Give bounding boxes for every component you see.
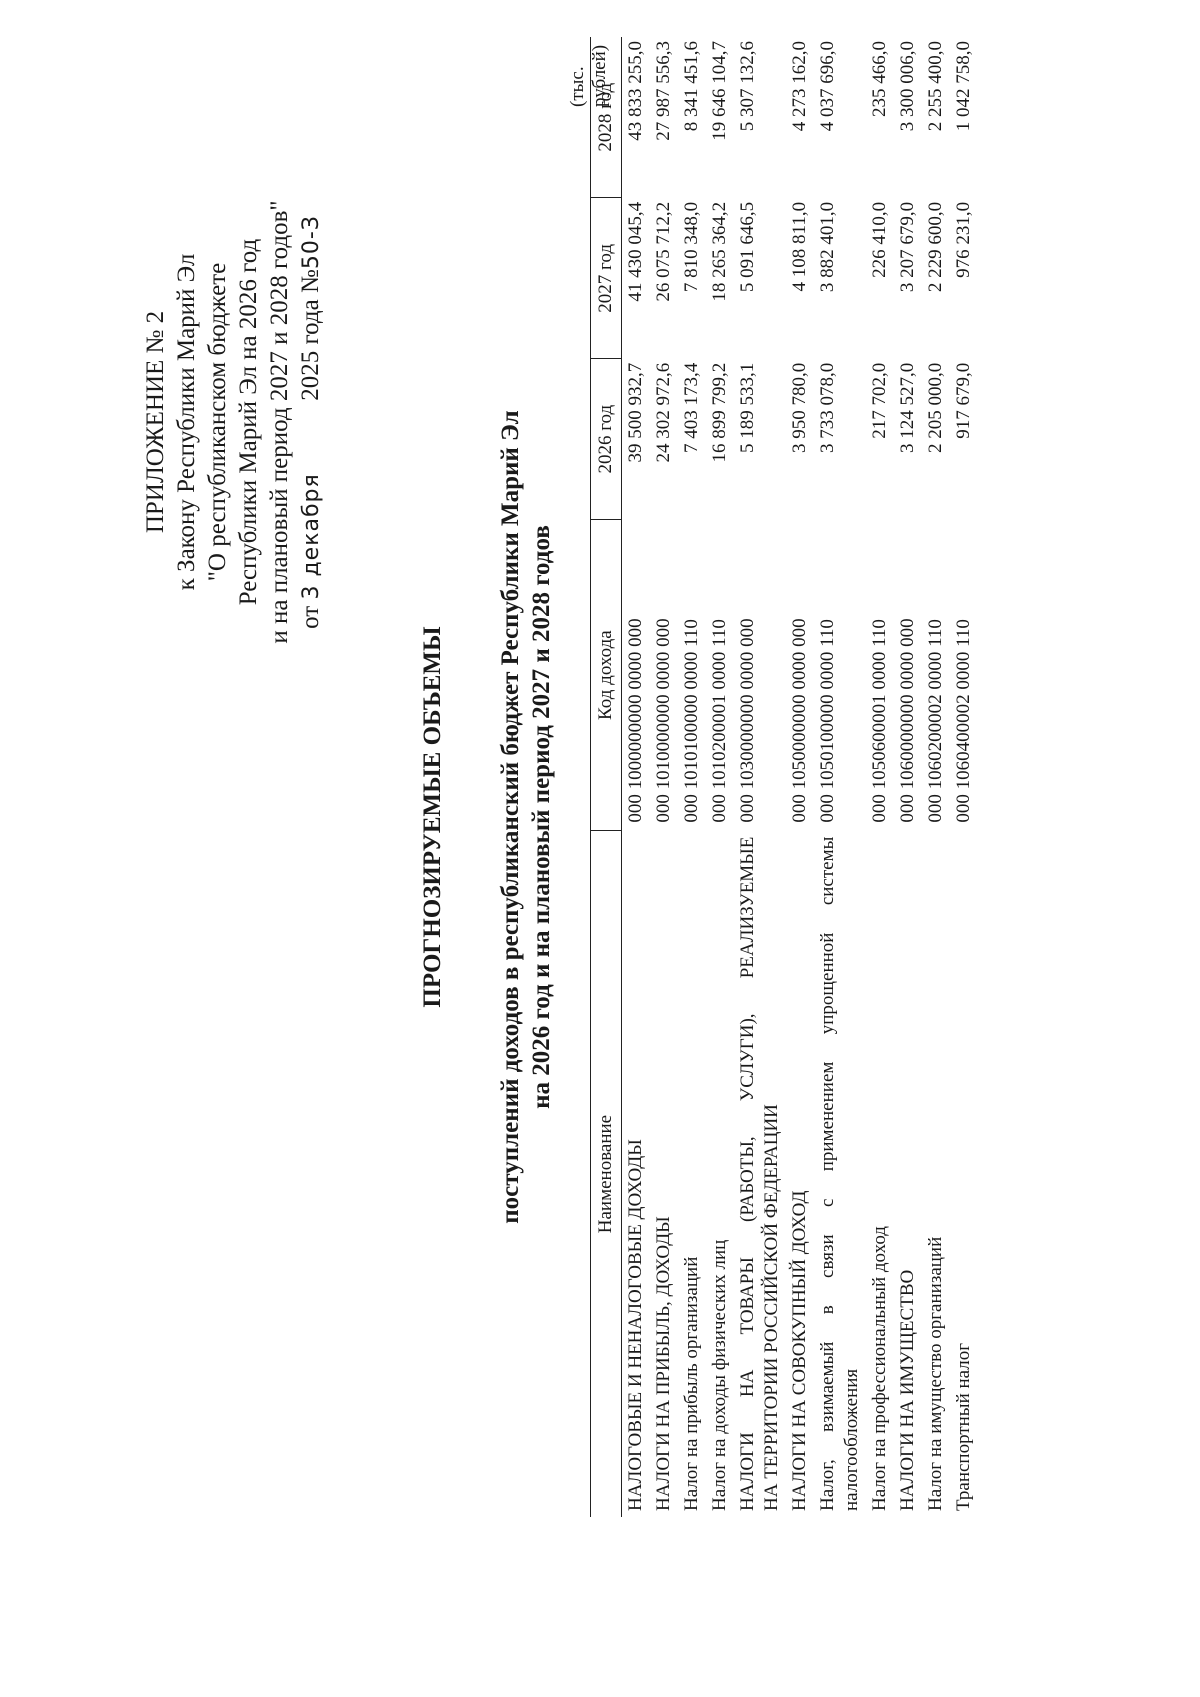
- row-code: 000 1010000000 0000 000: [653, 618, 674, 823]
- row-name: [866, 831, 894, 1517]
- row-value-2027: 2 229 600,0: [925, 201, 946, 293]
- row-value-2027: 976 231,0: [953, 201, 974, 278]
- row-name-text: Транспортный налог: [953, 1342, 974, 1511]
- row-name: [814, 831, 866, 1517]
- appendix-law-title-1: "О республиканском бюджете: [204, 262, 231, 582]
- table-row: [814, 37, 866, 1517]
- table-row: [650, 37, 678, 1517]
- row-code: 000 1010100000 0000 110: [681, 619, 702, 823]
- row-name: [678, 831, 706, 1517]
- row-name-text: Налог на имущество организаций: [925, 1236, 946, 1511]
- row-value-2027: 4 108 811,0: [789, 201, 810, 292]
- row-value-2026: 3 733 078,0: [817, 362, 838, 454]
- subtitle-line-2: на 2026 год и на плановый период 2027 и 2028 годов: [528, 525, 555, 1109]
- appendix-number: ПРИЛОЖЕНИЕ № 2: [142, 310, 169, 534]
- row-name: [950, 831, 978, 1517]
- row-name-text: НАЛОГИ НА ПРИБЫЛЬ, ДОХОДЫ: [653, 1216, 674, 1511]
- row-code: 000 1060400002 0000 110: [953, 619, 974, 823]
- row-value-2028: 43 833 255,0: [625, 41, 646, 141]
- col-header-2028: 2028 год: [591, 37, 622, 198]
- row-name: [622, 831, 651, 1517]
- appendix-date-line: [295, 162, 327, 682]
- col-header-2027: 2027 год: [591, 198, 622, 359]
- col-header-name: Наименование: [591, 831, 622, 1517]
- units-label: (тыс. рублей): [567, 44, 610, 107]
- subtitle-line-1: поступлений доходов в республиканский бюджет Республики Марий Эл: [497, 410, 524, 1224]
- row-name: [786, 831, 814, 1517]
- row-value-2027: 7 810 348,0: [681, 201, 702, 293]
- row-name: [734, 831, 786, 1517]
- row-value-2028: 4 273 162,0: [789, 41, 810, 132]
- row-value-2027: 5 091 646,5: [737, 201, 758, 293]
- row-name-text: Налог на прибыль организаций: [681, 1256, 702, 1511]
- row-value-2028: 19 646 104,7: [709, 41, 730, 141]
- table-row: [786, 37, 814, 1517]
- row-code: 000 1060200002 0000 110: [925, 619, 946, 823]
- table-row: [678, 37, 706, 1517]
- row-value-2026: 217 702,0: [869, 362, 890, 439]
- col-header-code: Код дохода: [591, 520, 622, 831]
- row-value-2026: 917 679,0: [953, 362, 974, 439]
- date-prefix: от: [297, 605, 324, 629]
- appendix-header: [140, 162, 327, 682]
- row-code: 000 1060000000 0000 000: [897, 618, 918, 823]
- row-value-2026: 5 189 533,1: [737, 362, 758, 454]
- row-name: [894, 831, 922, 1517]
- date-handwritten: 3 декабря: [299, 473, 324, 600]
- law-number-handwritten: 50-З: [299, 215, 324, 270]
- appendix-law-title-3: и на плановый период 2027 и 2028 годов": [266, 200, 293, 644]
- row-code: 000 1030000000 0000 000: [737, 618, 758, 823]
- row-code: 000 1010200001 0000 110: [709, 619, 730, 823]
- row-value-2026: 16 899 799,2: [709, 362, 730, 463]
- table-header-row: [591, 37, 622, 1517]
- row-value-2027: 3 882 401,0: [817, 201, 838, 293]
- row-value-2028: 27 987 556,3: [653, 41, 674, 141]
- row-value-2027: 18 265 364,2: [709, 201, 730, 302]
- row-name-text: НАЛОГОВЫЕ И НЕНАЛОГОВЫЕ ДОХОДЫ: [625, 1139, 646, 1511]
- appendix-law-title-2: Республики Марий Эл на 2026 год: [235, 238, 262, 606]
- row-name-continuation: НА ТЕРРИТОРИИ РОССИЙСКОЙ ФЕДЕРАЦИИ: [761, 1104, 782, 1511]
- table-row: [734, 37, 786, 1517]
- row-value-2026: 39 500 932,7: [625, 362, 646, 463]
- row-value-2027: 26 075 712,2: [653, 201, 674, 302]
- row-name: [706, 831, 734, 1517]
- row-name: [650, 831, 678, 1517]
- row-name-continuation: налогообложения: [841, 1368, 862, 1511]
- row-value-2028: 2 255 400,0: [925, 41, 946, 132]
- row-name: [922, 831, 950, 1517]
- document-title: ПРОГНОЗИРУЕМЫЕ ОБЪЕМЫ: [419, 626, 446, 1008]
- row-name-text: Налог на доходы физических лиц: [709, 1239, 730, 1511]
- row-code: 000 1050600001 0000 110: [869, 619, 890, 823]
- row-value-2028: 1 042 758,0: [953, 41, 974, 132]
- row-value-2026: 24 302 972,6: [653, 362, 674, 463]
- row-code: 000 1050000000 0000 000: [789, 618, 810, 823]
- document-subtitle: [495, 67, 557, 1567]
- row-value-2026: 7 403 173,4: [681, 362, 702, 454]
- row-name-text: НАЛОГИ НА ИМУЩЕСТВО: [897, 1269, 918, 1511]
- row-value-2026: 3 124 527,0: [897, 362, 918, 454]
- table-row: [922, 37, 950, 1517]
- row-code: 000 1000000000 0000 000: [625, 618, 646, 823]
- row-value-2028: 3 300 006,0: [897, 41, 918, 132]
- row-value-2027: 41 430 045,4: [625, 201, 646, 302]
- table-row: [950, 37, 978, 1517]
- row-value-2027: 3 207 679,0: [897, 201, 918, 293]
- table-row: [894, 37, 922, 1517]
- row-value-2027: 226 410,0: [869, 201, 890, 278]
- row-value-2028: 5 307 132,6: [737, 41, 758, 132]
- row-value-2028: 235 466,0: [869, 41, 890, 117]
- table-row: [706, 37, 734, 1517]
- row-name-text: НАЛОГИ НА СОВОКУПНЫЙ ДОХОД: [789, 1190, 810, 1511]
- row-code: 000 1050100000 0000 110: [817, 619, 838, 823]
- table-row: [622, 37, 651, 1517]
- table-row: [866, 37, 894, 1517]
- row-value-2026: 2 205 000,0: [925, 362, 946, 454]
- date-suffix: 2025 года №: [297, 269, 324, 401]
- row-name-text: НАЛОГИ НА ТОВАРЫ (РАБОТЫ, УСЛУГИ), РЕАЛИЗУЕМЫЕ: [737, 836, 758, 1511]
- row-value-2028: 8 341 451,6: [681, 41, 702, 132]
- row-value-2028: 4 037 696,0: [817, 41, 838, 132]
- col-header-2026: 2026 год: [591, 359, 622, 520]
- row-value-2026: 3 950 780,0: [789, 362, 810, 454]
- row-name-text: Налог на профессиональный доход: [869, 1226, 890, 1511]
- appendix-law-ref: к Закону Республики Марий Эл: [173, 253, 200, 591]
- revenue-table: [590, 37, 978, 1517]
- row-name-text: Налог, взимаемый в связи с применением упрощенной системы: [817, 836, 838, 1511]
